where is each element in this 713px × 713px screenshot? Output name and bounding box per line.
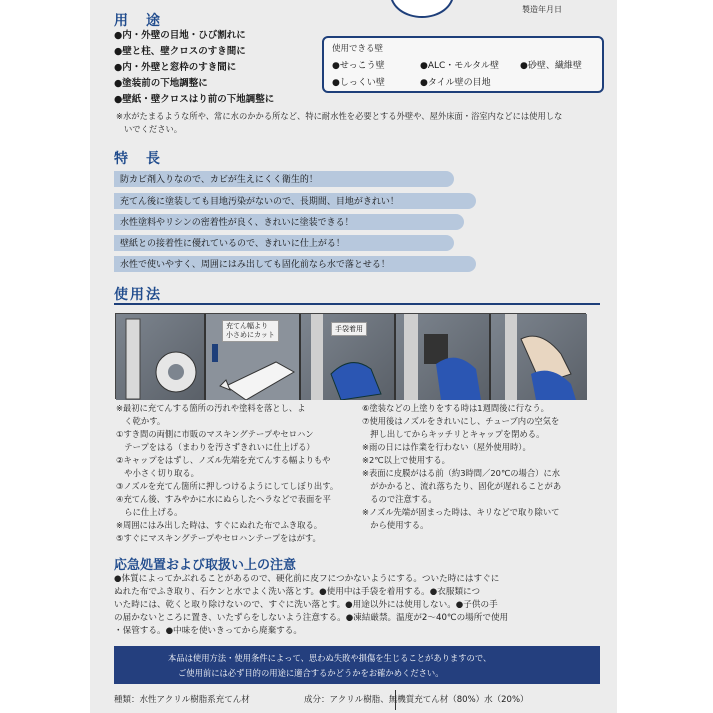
step-illustration-squeeze [301,314,396,400]
uses-item: ●壁紙・壁クロスはり前の下地調整に [114,94,275,105]
method-right-line: ※ノズル先端が固まった時は、キリなどで取り除いて [362,507,560,517]
emergency-title: 応急処置および取扱い上の注意 [114,558,297,573]
product-components: 成分：アクリル樹脂、無機質充てん材（80%）水（20%） [304,695,529,705]
method-rule [114,303,600,305]
uses-item: ●壁と柱、壁クロスのすき間に [114,46,246,57]
method-right-line: がかかると、流れ落ちたり、固化が遅れることがあ [362,481,562,491]
emergency-line: ●体質によってかぶれることがあるので、硬化前に皮フにつかないようにする。ついた時にはすぐに [114,574,500,584]
peeling-hand-icon [491,314,587,400]
method-left-line: や小さく切り取る。 [116,468,199,478]
wall-item: ●せっこう壁 [332,61,385,71]
feature-bar [114,193,476,209]
step-illustration-tape [116,314,206,400]
feature-text: 水性で使いやすく、周囲にはみ出しても固化前なら水で落とせる！ [120,260,390,270]
method-left-line: ※周囲にはみ出した時は、すぐにぬれた布でふき取る。 [116,520,323,530]
glove-tag: 手袋着用 [331,322,367,336]
feature-text: 水性塗料やリシンの密着性が良く、きれいに塗装できる！ [120,218,354,228]
uses-note: いでください。 [124,124,183,134]
features-title: 特 長 [114,151,162,167]
method-left-line: ⑤すぐにマスキングテープやセロハンテープをはがす。 [116,533,321,543]
cut-tag [222,320,279,342]
wall-item: ●ALC・モルタル壁 [420,61,499,71]
product-back-panel [90,0,617,713]
method-right-line: から使用する。 [362,520,429,530]
method-left-line: く乾かす。 [116,416,166,426]
method-right-line: ※表面に皮膜がはる前（約3時間／20℃の場合）に水 [362,468,561,478]
step-illustration-cut [206,314,301,400]
method-right-line: ⑥塗装などの上塗りをする時は1週間後に行なう。 [362,403,549,413]
feature-text: 充てん後に塗装しても目地汚染がないので、長期間、目地がきれい！ [120,197,399,207]
cut-tag-line: 小さめにカット [226,331,275,339]
method-left-line: らに仕上げる。 [116,507,183,517]
method-title: 使用法 [114,287,162,303]
method-left-line: ※最初に充てんする箇所の汚れや塗料を落とし、よ [116,403,306,413]
feature-bar [114,171,454,187]
uses-item: ●内・外壁と窓枠のすき間に [114,62,237,73]
cut-tag-line: 充てん幅より [226,322,268,330]
usable-walls-title: 使用できる壁 [332,44,384,54]
uses-item: ●塗装前の下地調整に [114,78,208,89]
wall-item: ●しっくい壁 [332,78,385,88]
emergency-line: ぬれた布でふき取り、石ケンと水でよく洗い落とす。●使用中は手袋を着用する。●衣服類につ [114,587,481,597]
wall-item: ●タイル壁の目地 [420,78,491,88]
uses-title: 用 途 [114,13,162,29]
emergency-line: いた時には、乾くと取り除けないので、すぐに洗い落とす。●用途以外には使用しない。●子供の手 [114,600,498,610]
feature-bar [114,256,476,272]
feature-text: 防カビ剤入りなので、カビが生えにくく衛生的！ [120,175,318,185]
spatula-hand-icon [396,314,491,400]
method-left-line: ②キャップをはずし、ノズル先端を充てんする幅よりもや [116,455,331,465]
feature-text: 壁紙との接着性に優れているので、きれいに仕上がる！ [120,239,345,249]
wall-item: ●砂壁、繊維壁 [520,61,582,71]
emergency-line: の届かないところに置き、いたずらをしないよう注意する。●凍結厳禁。温度が2〜40℃の場所で使用 [114,613,509,623]
usage-illustration [115,313,586,399]
method-left-line: テープをはる（まわりを汚さずきれいに仕上げる） [116,442,315,452]
emergency-line: ・保管する。●中味を使いきってから廃棄する。 [114,626,302,636]
method-left-line: ③ノズルを充てん箇所に押しつけるようにしてしぼり出す。 [116,481,339,491]
step-illustration-peel [491,314,587,400]
step-illustration-smooth [396,314,491,400]
tape-roll-icon [116,314,206,400]
method-right-line: 押し出してからキッチリとキャップを閉める。 [362,429,545,439]
warning-box [114,646,600,684]
mfg-date-label: 製造年月日 [522,5,562,14]
uses-note: ※水がたまるような所や、常に水のかかる所など、特に耐水性を必要とする外壁や、屋外床面・浴室内などには使用しな [116,111,563,121]
method-right-line: ※2℃以上で使用する。 [362,455,450,465]
feature-bar [114,214,464,230]
method-right-line: ※雨の日には作業を行わない（屋外使用時）。 [362,442,531,452]
warning-line: 本品は使用方法・使用条件によって、思わぬ失敗や損傷を生じることがありますので、 [168,653,492,663]
background-right [617,0,713,713]
warning-line: ご使用前には必ず目的の用途に適合するかどうかをお確かめください。 [178,668,444,678]
logo-circle [390,0,454,18]
method-right-line: るので注意する。 [362,494,437,504]
feature-bar [114,235,454,251]
method-right-line: ⑦使用後はノズルをきれいにし、チューブ内の空気を [362,416,560,426]
uses-item: ●内・外壁の目地・ひび割れに [114,30,246,41]
product-type: 種類：水性アクリル樹脂系充てん材 [114,695,250,705]
method-left-line: ①すき間の両側に市販のマスキングテープやセロハン [116,429,314,439]
usable-walls-box [322,36,604,93]
method-left-line: ④充てん後、すみやかに水にぬらしたヘラなどで表面を平 [116,494,331,504]
